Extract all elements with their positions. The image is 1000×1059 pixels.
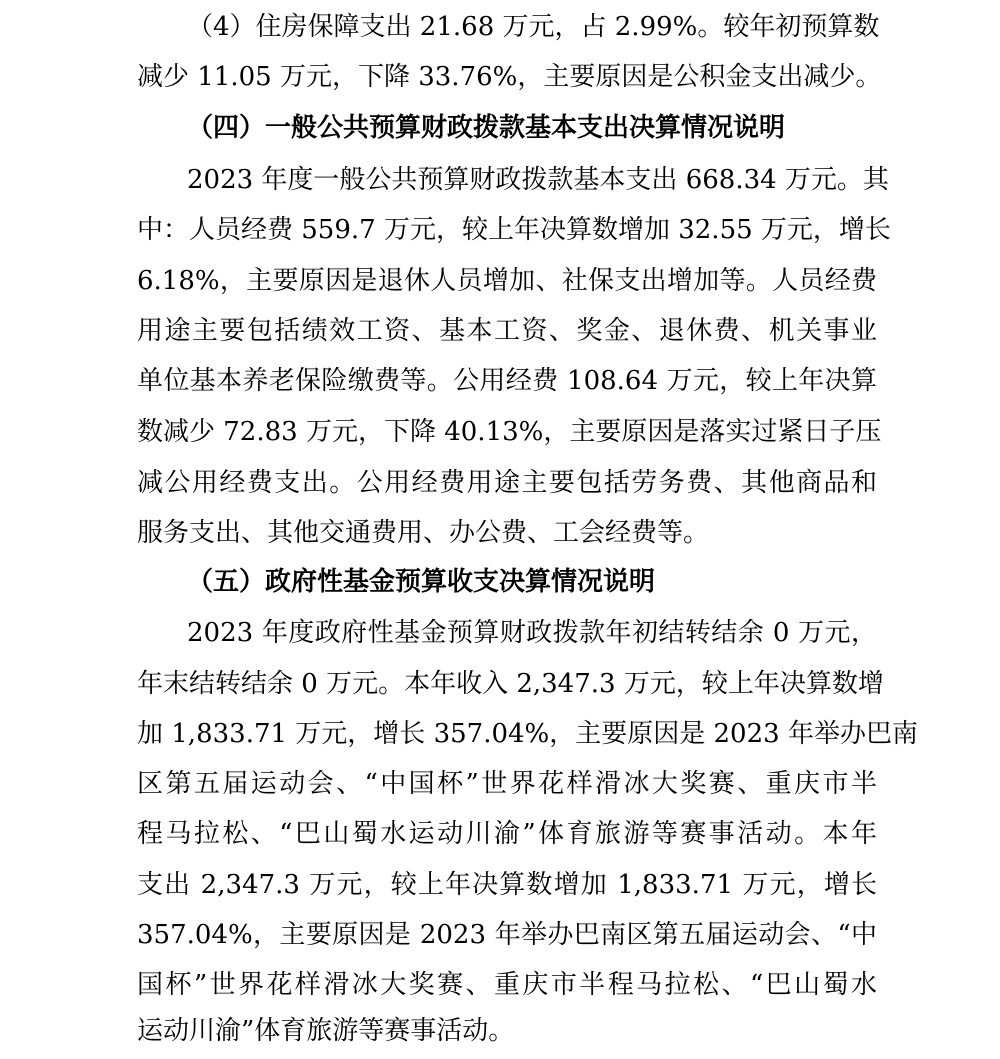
paragraph-line: 年末结转结余 0 万元。本年收入 2,347.3 万元，较上年决算数增	[137, 669, 884, 699]
paragraph-line: 用途主要包括绩效工资、基本工资、奖金、退休费、机关事业	[137, 316, 877, 346]
paragraph-line: 支出 2,347.3 万元，较上年决算数增加 1,833.71 万元，增长	[137, 870, 877, 900]
paragraph-line: 数减少 72.83 万元，下降 40.13%，主要原因是落实过紧日子压	[137, 417, 882, 447]
paragraph-line: 单位基本养老保险缴费等。公用经费 108.64 万元，较上年决算	[137, 366, 877, 396]
paragraph-line: 区第五届运动会、“中国杯”世界花样滑冰大奖赛、重庆市半	[137, 769, 877, 799]
paragraph-line: 加 1,833.71 万元，增长 357.04%，主要原因是 2023 年举办巴南	[137, 719, 918, 749]
paragraph-line: 服务支出、其他交通费用、办公费、工会经费等。	[137, 518, 710, 548]
paragraph-line: 运动川渝”体育旅游等赛事活动。	[137, 1016, 515, 1046]
paragraph-line: （4）住房保障支出 21.68 万元，占 2.99%。较年初预算数	[187, 12, 880, 42]
paragraph-line: 6.18%，主要原因是退休人员增加、社保支出增加等。人员经费	[137, 266, 877, 296]
paragraph-line: 357.04%，主要原因是 2023 年举办巴南区第五届运动会、“中	[137, 920, 877, 950]
paragraph-line: 中：人员经费 559.7 万元，较上年决算数增加 32.55 万元，增长	[137, 215, 891, 245]
paragraph-line: 减公用经费支出。公用经费用途主要包括劳务费、其他商品和	[137, 468, 877, 498]
paragraph-line: 程马拉松、“巴山蜀水运动川渝”体育旅游等赛事活动。本年	[137, 819, 877, 849]
paragraph-line: 减少 11.05 万元，下降 33.76%，主要原因是公积金支出减少。	[137, 62, 882, 92]
paragraph-line: 2023 年度一般公共预算财政拨款基本支出 668.34 万元。其	[187, 165, 889, 195]
paragraph-line: 国杯”世界花样滑冰大奖赛、重庆市半程马拉松、“巴山蜀水	[137, 970, 877, 1000]
paragraph-line: 2023 年度政府性基金预算财政拨款年初结转结余 0 万元，	[187, 618, 877, 648]
section-heading: （四）一般公共预算财政拨款基本支出决算情况说明	[187, 113, 786, 143]
section-heading: （五）政府性基金预算收支决算情况说明	[187, 567, 656, 597]
